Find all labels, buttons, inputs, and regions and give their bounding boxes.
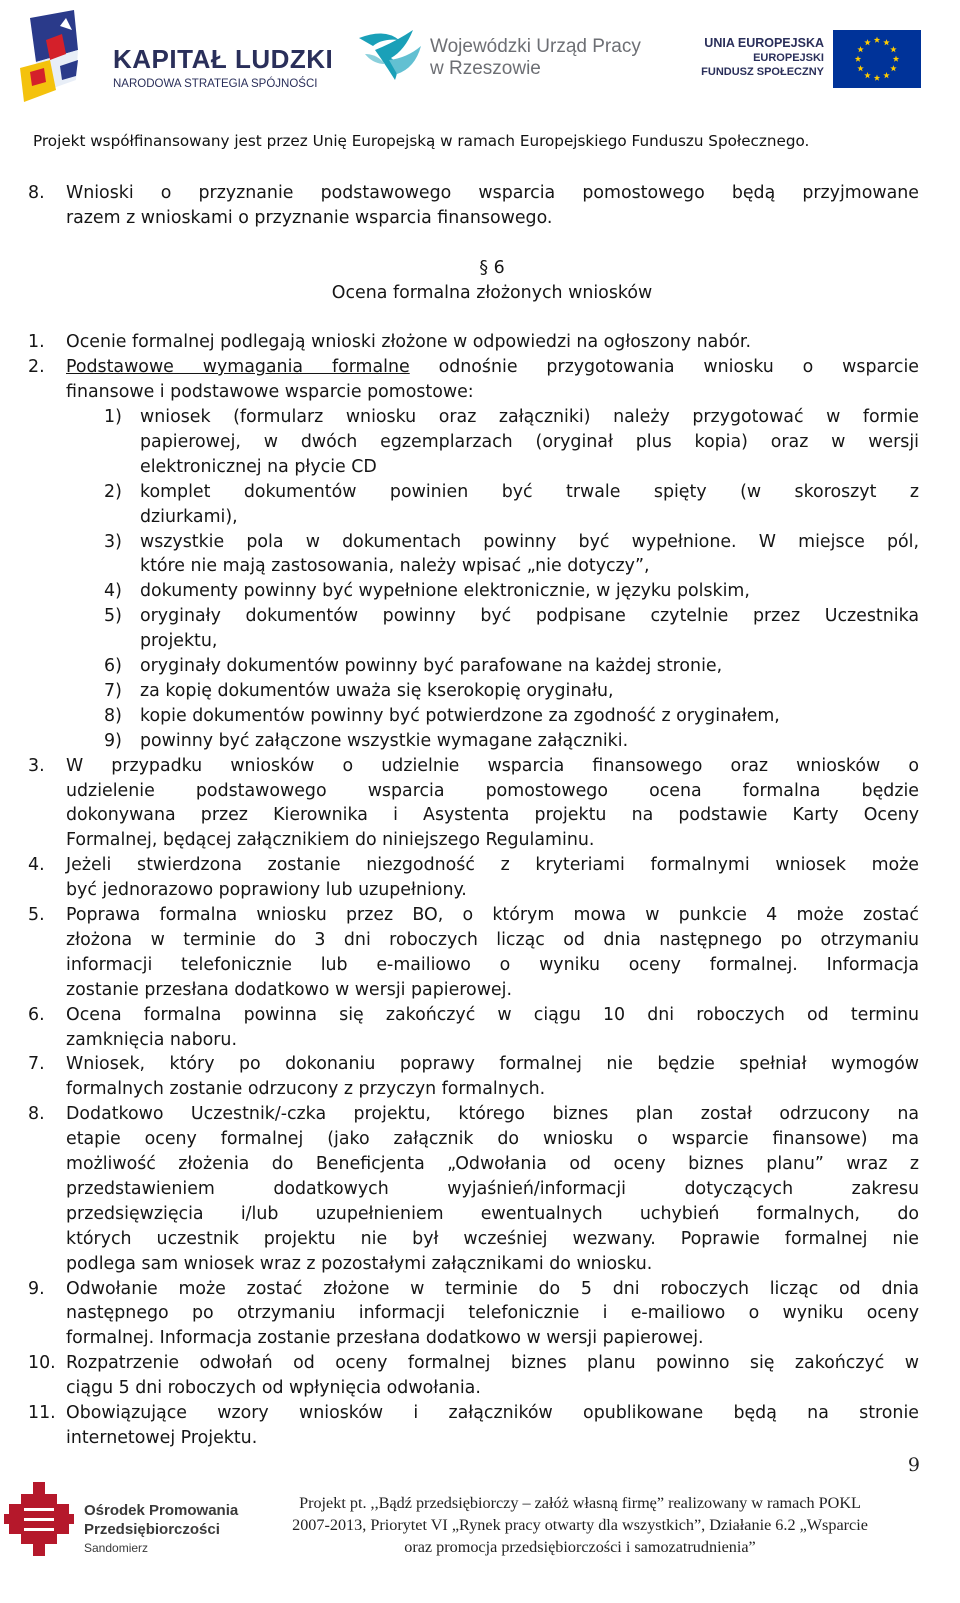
requirement-line: oryginały dokumentów powinny być parafowane na każdej stronie, [140,656,723,676]
point-number: 9. [28,1278,45,1299]
section-mark: § 6 [479,258,505,278]
opp-sandomierz-logo [4,1482,239,1597]
requirement-number: 7) [104,680,122,701]
point-number: 7. [28,1054,45,1075]
opp-name-line2: Przedsiębiorczości [84,1521,220,1538]
point-line: Formalnej, będącej załącznikiem do niniejszego Regulaminu. [66,830,595,851]
point-line: których uczestnik projektu nie był wcześniej wezwany. Poprawie formalnej nie [66,1228,919,1249]
point-line: Jeżeli stwierdzona zostanie niezgodność z kryteriami formalnymi wniosek może [66,855,919,876]
point-line: formalnych zostanie odrzucony z przyczyn formalnych. [66,1079,546,1100]
point-line: Obowiązujące wzory wniosków i załączników opublikowane będą na stronie [66,1403,919,1423]
eu-logo-line2: EUROPEJSKI [753,52,824,64]
point-line: Poprawa formalna wniosku przez BO, o którym mowa w punkcie 4 może zostać [66,905,919,925]
requirement-number: 2) [104,481,122,502]
point-line: dokonywana przez Kierownika i Asystenta projektu na podstawie Karty Oceny [66,805,919,826]
footer-line: oraz promocja przedsiębiorczości i samozatrudnienia” [404,1538,756,1556]
eu-efs-logo [696,14,936,94]
opp-emblem [4,1482,74,1562]
footer-line: Projekt pt. ,,Bądź przedsiębiorczy – załóż własną firmę” realizowany w ramach POKL [299,1494,861,1512]
point-number: 3. [28,755,45,776]
page-number: 9 [907,1454,920,1476]
eu-logo-line3: FUNDUSZ SPOŁECZNY [701,66,824,78]
requirements-link-text: Podstawowe wymagania formalne [66,357,410,377]
point-line: internetowej Projektu. [66,1427,258,1448]
requirement-line: dokumenty powinny być wypełnione elektronicznie, w języku polskim, [140,581,750,602]
point-line: możliwość złożenia do Beneficjenta „Odwołania od oceny biznes planu” wraz z [66,1154,919,1174]
point-1-text: Ocenie formalnej podlegają wnioski złożone w odpowiedzi na ogłoszony nabór. [66,332,752,352]
point-line: złożona w terminie do 3 dni roboczych licząc od dnia następnego po otrzymaniu [66,929,919,950]
point-line: formalnej. Informacja zostanie przesłana dodatkowo w wersji papierowej. [66,1328,704,1349]
kapital-ludzki-subtitle: NARODOWA STRATEGIA SPÓJNOŚCI [113,78,318,90]
point-line: zamknięcia naboru. [66,1029,237,1050]
kapital-ludzki-title: KAPITAŁ LUDZKI [113,44,334,74]
wup-rzeszow-logo [355,20,665,100]
requirement-number: 8) [104,705,122,726]
requirement-number: 4) [104,581,122,602]
requirement-line: dziurkami), [140,506,238,527]
point-number: 5. [28,905,45,925]
point-line: Wniosek, który po dokonaniu poprawy formalnej nie będzie spełniał wymogów [66,1054,919,1075]
cofinancing-statement: Projekt współfinansowany jest przez Unię Europejską w ramach Europejskiego Funduszu Społecznego. [33,132,810,150]
point-line: podlega sam wniosek wraz z pozostałymi załącznikami do wniosku. [66,1253,653,1274]
opp-name-line3: Sandomierz [84,1541,149,1555]
kapital-ludzki-logo [16,10,334,110]
requirement-number: 6) [104,656,122,676]
eu-flag-icon [833,30,921,88]
point-8-line: Wnioski o przyznanie podstawowego wsparcia pomostowego będą przyjmowane [66,183,919,203]
requirement-number: 1) [104,407,122,427]
requirement-number: 3) [104,531,122,552]
point-line: przedsięwzięcia i/lub uzupełnieniem ewentualnych uchybień formalnych, do [66,1203,919,1224]
wup-name-line1: Wojewódzki Urząd Pracy [430,36,641,57]
point-number: 4. [28,855,45,876]
wup-name-line2: w Rzeszowie [430,58,541,79]
point-line: Odwołanie może zostać złożone w terminie do 5 dni roboczych licząc od dnia [66,1278,919,1299]
requirement-line: projektu, [140,631,218,652]
point-line: następnego po otrzymaniu informacji telefonicznie i e-mailiowo o wyniku oceny [66,1303,919,1324]
point-2-line [66,355,919,380]
point-line: Dodatkowo Uczestnik/-czka projektu, którego biznes plan został odrzucony na [66,1104,919,1125]
kapital-ludzki-emblem [16,10,96,106]
point-8-line: razem z wnioskami o przyznanie wsparcia finansowego. [66,208,553,228]
point-line: udzielenie podstawowego wsparcia pomostowego ocena formalna będzie [66,780,919,801]
point-number: 2. [28,357,45,377]
requirement-line: oryginały dokumentów powinny być podpisane czytelnie przez Uczestnika [140,606,919,627]
requirement-number: 5) [104,606,122,627]
opp-name-line1: Ośrodek Promowania [84,1502,239,1519]
requirement-line: za kopię dokumentów uważa się kserokopię oryginału, [140,680,614,701]
point-line: informacji telefonicznie lub e-mailiowo o wyniku oceny formalnej. Informacja [66,954,919,975]
point-number: 8. [28,183,45,203]
point-number: 11. [28,1403,56,1423]
point-line: przedstawieniem dodatkowych wyjaśnień/informacji dotyczących zakresu [66,1178,919,1199]
point-2-line-rest: odnośnie przygotowania wniosku o wsparcie [409,357,920,377]
footer-line: 2007-2013, Priorytet VI „Rynek pracy otwarty dla wszystkich”, Działanie 6.2 „Wsparcie [292,1516,868,1534]
point-line: ciągu 5 dni roboczych od wpłynięcia odwołania. [66,1378,481,1399]
requirement-line: powinny być załączone wszystkie wymagane załączniki. [140,730,629,751]
point-line: etapie oceny formalnej (jako załącznik do wniosku o wsparcie finansowe) ma [66,1129,919,1150]
requirement-line: kopie dokumentów powinny być potwierdzone za zgodność z oryginałem, [140,705,780,726]
requirement-line: komplet dokumentów powinien być trwale spięty (w skoroszyt z [140,481,919,502]
point-line: W przypadku wniosków o udzielnie wsparcia finansowego oraz wniosków o [66,755,919,776]
point-number: 10. [28,1353,56,1374]
requirement-line: elektronicznej na płycie CD [140,456,377,477]
requirement-line: papierowej, w dwóch egzemplarzach (oryginał plus kopia) oraz w wersji [140,431,919,452]
point-line: zostanie przesłana dodatkowo w wersji papierowej. [66,979,512,1000]
point-2-line: finansowe i podstawowe wsparcie pomostowe: [66,382,474,402]
point-number: 6. [28,1004,45,1025]
point-number: 1. [28,332,45,352]
point-line: Rozpatrzenie odwołań od oceny formalnej biznes planu powinno się zakończyć w [66,1353,919,1374]
section-title: Ocena formalna złożonych wniosków [331,283,653,303]
requirement-line: które nie mają zastosowania, należy wpisać „nie dotyczy”, [140,556,650,577]
eu-logo-line1: UNIA EUROPEJSKA [704,36,824,50]
point-line: Ocena formalna powinna się zakończyć w ciągu 10 dni roboczych od terminu [66,1004,919,1025]
point-number: 8. [28,1104,45,1125]
wup-emblem [355,24,427,88]
requirement-line: wszystkie pola w dokumentach powinny być wypełnione. W miejsce pól, [140,531,919,552]
requirement-line: wniosek (formularz wniosku oraz załączniki) należy przygotować w formie [140,407,919,427]
requirement-number: 9) [104,730,122,751]
point-line: być jednorazowo poprawiony lub uzupełniony. [66,880,467,901]
